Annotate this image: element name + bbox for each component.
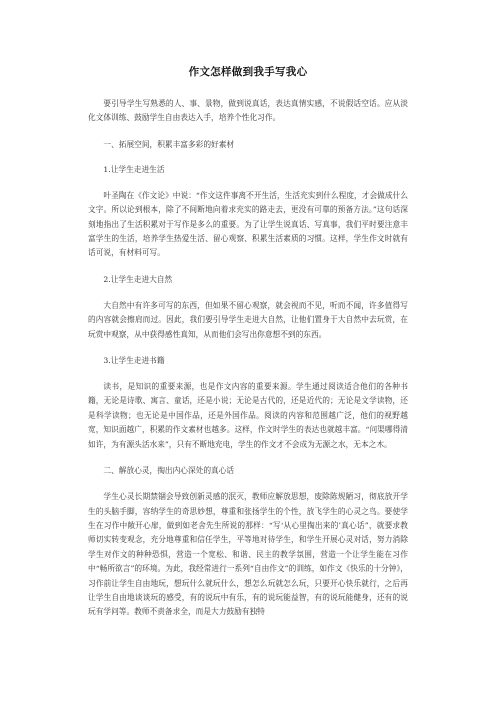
document-title: 作文怎样做到我手写我心: [188, 66, 308, 78]
subsection-1-heading: 1.让学生走进生活: [103, 164, 165, 174]
subsection-1-body: 叶圣陶在《作文论》中说：“作文这件事离不开生活，生活充实到什么程度，才会做成什么文字。所以论到根本，除了不间断地向着求充实的路走去，更没有可靠的预备方法。”这句话深刻地指出了生活积累对于写作是多么的重要。为了让学生说真话、写真事，我们平时要注意丰富学生的生活，培养学生热爱生活、留心观察、积累生活素质的习惯。这样，学生作文时就有话可说，有材料可写。: [88, 190, 408, 258]
section-1-heading: 一、拓展空间，积累丰富多彩的好素材: [103, 139, 235, 149]
intro-paragraph: 要引导学生写熟悉的人、事、景物，做到说真话，表达真情实感，不说假话空话。应从淡化文体训练、鼓励学生自由表达入手，培养个性化习作。: [88, 99, 408, 123]
subsection-3-body: 读书，是知识的重要来源，也是作文内容的重要来源。学生通过阅读适合他们的各种书籍，无论是诗歌、寓言、童话，还是小说；无论是古代的，还是近代的；无论是文学读物，还是科学读物；也无论是中国作品，还是外国作品。阅读的内容和范围越广泛，他们的视野越宽，知识面越广，积累的作文素材也越多。这样，作文时学生的表达也就越丰富。“问渠哪得清如许，为有源头活水来”，只有不断地充电，学生的作文才不会成为无源之水，无本之木。: [88, 382, 408, 449]
subsection-2-heading: 2.让学生走进大自然: [103, 274, 173, 284]
section-2-heading: 二、解放心灵，掏出内心深处的真心话: [103, 466, 235, 476]
subsection-2-body: 大自然中有许多可写的东西，但如果不留心观察，就会视而不见，听而不闻，许多值得写的内容就会擦肩而过。因此，我们要引导学生走进大自然，让他们置身于大自然中去玩赏，在玩赏中观察，从中获得感性真知，从而他们会写出你意想不到的东西。: [88, 300, 408, 339]
document-page: [88, 64, 408, 633]
subsection-3-heading: 3.让学生走进书籍: [103, 356, 165, 366]
section-2-body: 学生心灵长期禁锢会导致创新灵感的泯灭，教师应解放思想，废除陈规陋习，彻底放开学生的头脑手脚，容纳学生的奇思妙想，尊重和张扬学生的个性，放飞学生的心灵之鸟。要使学生在习作中敞开心扉，做到如老舍先生所说的那样：“写‘从心里掏出来的’真心话”，就要求教师切实转变观念，充分地尊重和信任学生，平等地对待学生，和学生开展心灵对话，努力消除学生对作文的种种恐惧，营造一个宽松、和谐、民主的教学氛围，营造一个让学生能在习作中“畅所欲言”的环境。为此，我经常进行一系列“自由作文”的训练，如作文《快乐的十分钟》，习作前让学生自由地玩，想玩什么就玩什么，想怎么玩就怎么玩，只要开心快乐就行，之后再让学生自由地谈谈玩的感受，有的说玩中有乐，有的说玩能益智，有的说玩能健身，还有的说玩有学问等。教师不责备求全，而是大力鼓励有独特: [88, 492, 408, 617]
